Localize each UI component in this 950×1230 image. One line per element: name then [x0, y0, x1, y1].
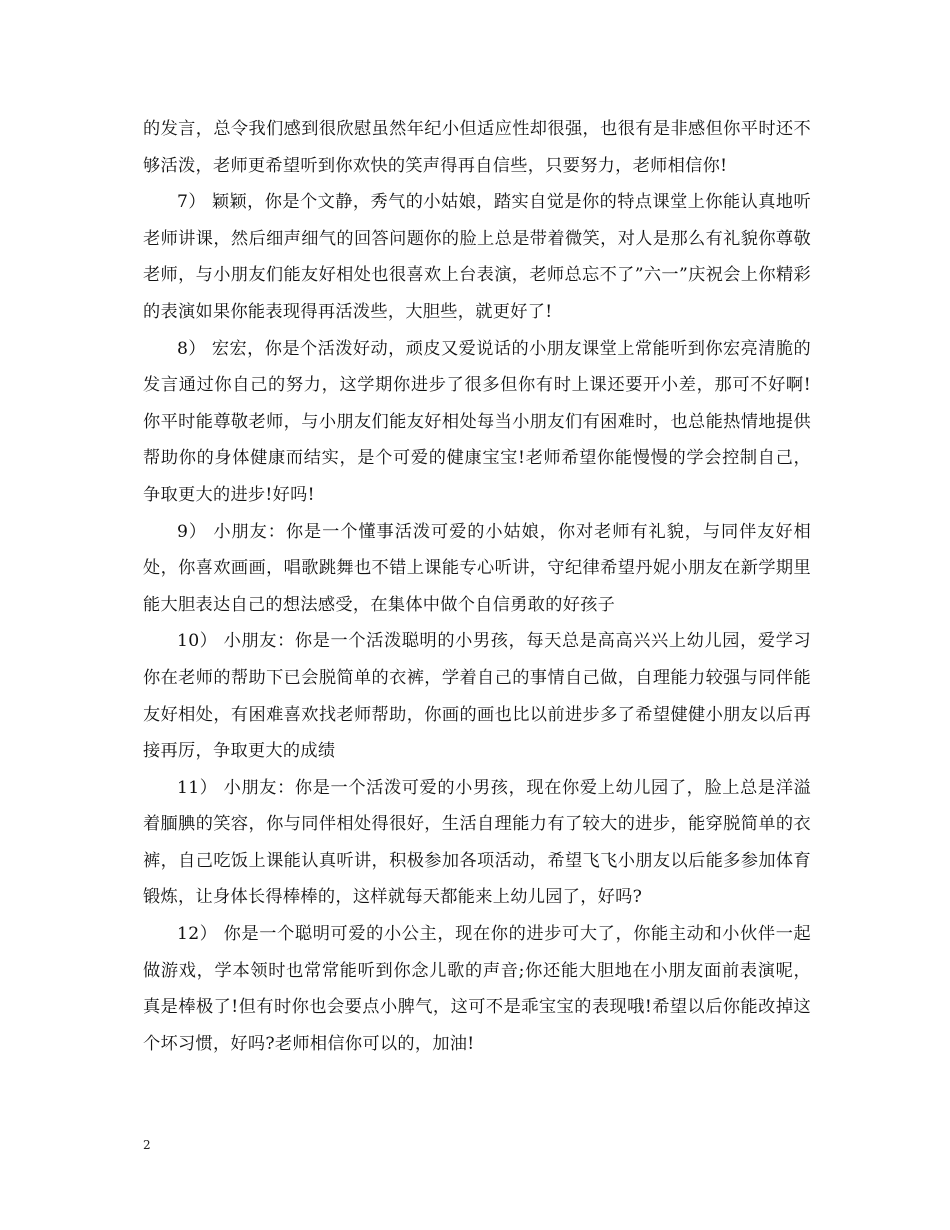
document-body — [143, 111, 811, 1062]
paragraph-comment-12: 12） 你是一个聪明可爱的小公主，现在你的进步可大了，你能主动和小伙伴一起做游戏，学本领时也常常能听到你念儿歌的声音;你还能大胆地在小朋友面前表演呢，真是棒极了!但有时你也会要点小脾气，这可不是乖宝宝的表现哦!希望以后你能改掉这个坏习惯，好吗?老师相信你可以的，加油! — [143, 924, 811, 1054]
paragraph-continuation: 的发言，总令我们感到很欣慰虽然年纪小但适应性却很强，也很有是非感但你平时还不够活泼，老师更希望听到你欢快的笑声得再自信些，只要努力，老师相信你! — [143, 119, 811, 176]
paragraph-comment-7: 7） 颖颖，你是个文静，秀气的小姑娘，踏实自觉是你的特点课堂上你能认真地听老师讲课，然后细声细气的回答问题你的脸上总是带着微笑，对人是那么有礼貌你尊敬老师，与小朋友们能友好相处也很喜欢上台表演，老师总忘不了”六一”庆祝会上你精彩的表演如果你能表现得再活泼些，大胆些，就更好了! — [143, 192, 811, 322]
paragraph-comment-10: 10） 小朋友：你是一个活泼聪明的小男孩，每天总是高高兴兴上幼儿园，爱学习你在老师的帮助下已会脱简单的衣裤，学着自己的事情自己做，自理能力较强与同伴能友好相处，有困难喜欢找老师帮助，你画的画也比以前进步多了希望健健小朋友以后再接再厉，争取更大的成绩 — [143, 631, 811, 762]
paragraph-comment-11: 11） 小朋友：你是一个活泼可爱的小男孩，现在你爱上幼儿园了，脸上总是洋溢着腼腆的笑容，你与同伴相处得很好，生活自理能力有了较大的进步，能穿脱简单的衣裤，自己吃饭上课能认真听讲，积极参加各项活动，希望飞飞小朋友以后能多参加体育锻炼，让身体长得棒棒的，这样就每天都能来上幼儿园了，好吗? — [143, 777, 811, 908]
paragraph-comment-8: 8） 宏宏，你是个活泼好动，顽皮又爱说话的小朋友课堂上常能听到你宏亮清脆的发言通过你自己的努力，这学期你进步了很多但你有时上课还要开小差，那可不好啊!你平时能尊敬老师，与小朋友们能友好相处每当小朋友们有困难时，也总能热情地提供帮助你的身体健康而结实，是个可爱的健康宝宝!老师希望你能慢慢的学会控制自己，争取更大的进步!好吗! — [143, 338, 811, 505]
paragraph-comment-9: 9） 小朋友：你是一个懂事活泼可爱的小姑娘，你对老师有礼貌，与同伴友好相处，你喜欢画画，唱歌跳舞也不错上课能专心听讲，守纪律希望丹妮小朋友在新学期里能大胆表达自己的想法感受，在集体中做个自信勇敢的好孩子 — [143, 521, 811, 615]
page-number: 2 — [143, 1138, 151, 1152]
